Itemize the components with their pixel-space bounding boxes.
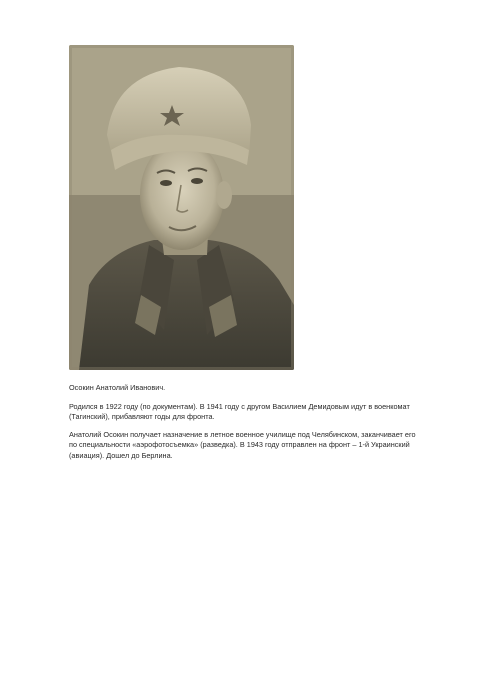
biography-text [69,383,419,468]
portrait-photo [69,45,294,370]
portrait-photo-icon [69,45,294,370]
paragraph-birth: Родился в 1922 году (по документам). В 1941 году с другом Василием Демидовым идут в военкомат (Тагинский), прибавляют годы для фронта. [69,401,410,421]
paragraph-service: Анатолий Осокин получает назначение в летное военное училище под Челябинском, заканчивает его по специальности «аэрофотосъемка» (разведка). В 1943 году отправлен на фронт – 1-й Украинский (авиация). Дошел до Берлина. [69,429,416,460]
person-name: Осокин Анатолий Иванович. [69,383,166,392]
